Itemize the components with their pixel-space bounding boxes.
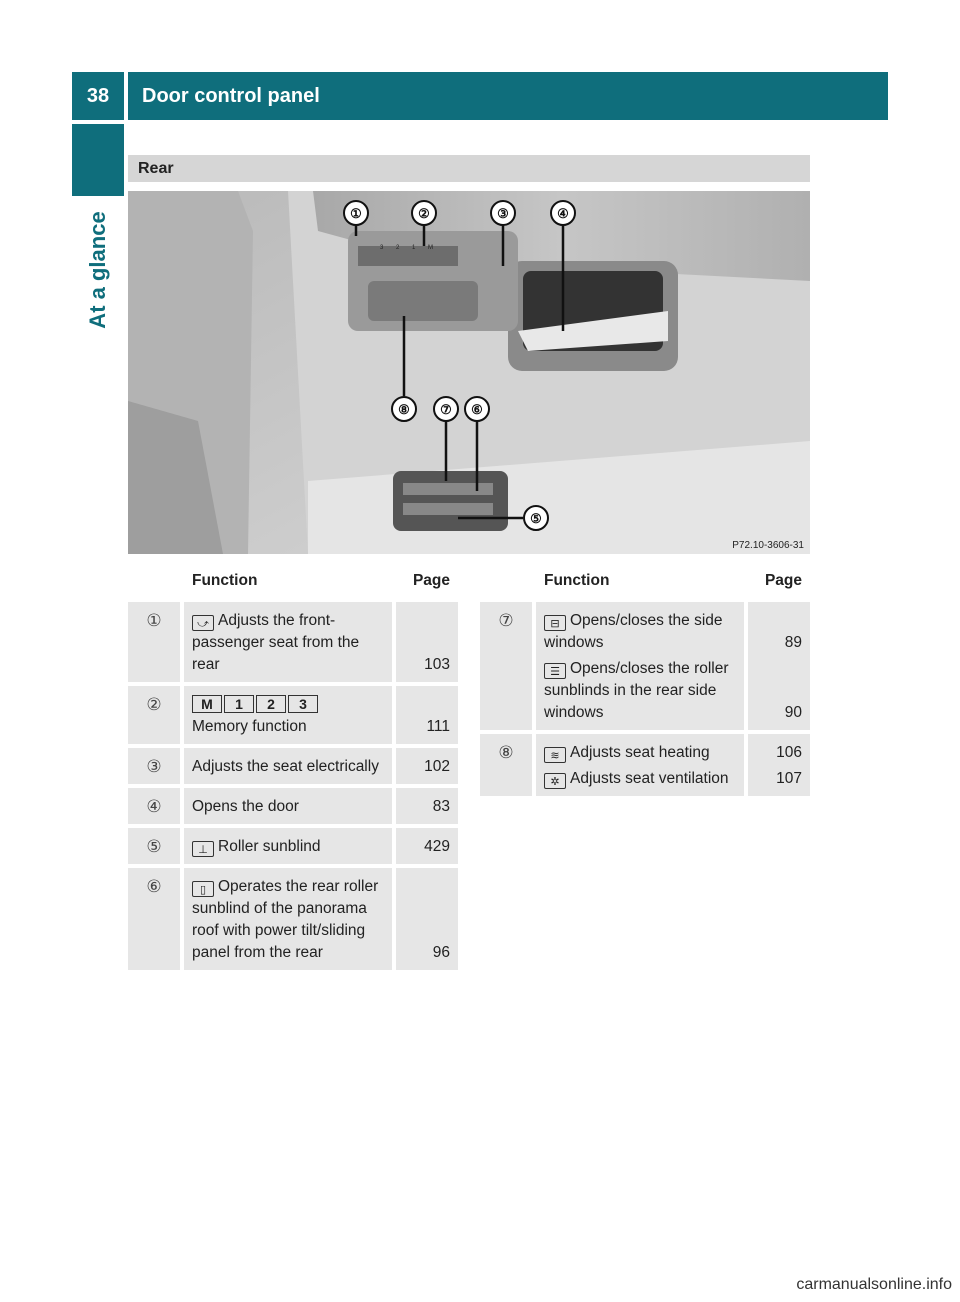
row-page: 96 [396, 868, 458, 974]
function-icon: ☰ [544, 663, 566, 679]
table-row [128, 788, 458, 828]
table-row [128, 602, 458, 686]
row-page: 103 [396, 602, 458, 686]
function-text: Opens/closes the side windows [544, 612, 723, 651]
function-text: Adjusts the seat electrically [192, 758, 379, 775]
function-text: Operates the rear roller sunblind of the panorama roof with power tilt/sliding panel from the rear [192, 878, 379, 961]
door-panel-illustration [128, 191, 810, 554]
function-item [544, 610, 736, 654]
table-header-function: Function [184, 564, 396, 602]
item-page: 107 [776, 770, 802, 787]
table-header-num [128, 564, 184, 602]
switch-label: 3 [380, 245, 384, 251]
table-header-page: Page [396, 564, 458, 602]
row-page: 429 [396, 828, 458, 868]
function-icon: ⊥ [192, 841, 214, 857]
table-row [128, 748, 458, 788]
function-icon: ≋ [544, 747, 566, 763]
row-function [184, 788, 396, 828]
photo-code: P72.10-3606-31 [732, 540, 804, 551]
table-row [128, 828, 458, 868]
row-function [184, 748, 396, 788]
row-number: ⑤ [128, 828, 184, 868]
table-row [128, 686, 458, 748]
function-text: Adjusts seat heating [570, 744, 710, 761]
row-number: ③ [128, 748, 184, 788]
item-page: 90 [784, 704, 802, 721]
item-page: 89 [784, 634, 802, 651]
function-text: Adjusts the front-passenger seat from the rear [192, 612, 360, 673]
item-page: 106 [776, 744, 802, 761]
callout-1: ① [350, 206, 362, 221]
row-page: 83 [396, 788, 458, 828]
table-header-row [480, 564, 810, 602]
callout-4: ④ [557, 206, 569, 221]
function-text: Opens the door [192, 798, 299, 815]
switch-label: 2 [396, 245, 400, 251]
row-number: ① [128, 602, 184, 686]
callout-6: ⑥ [471, 402, 483, 417]
function-text: Adjusts seat ventilation [570, 770, 729, 787]
row-page [748, 602, 810, 734]
function-icon: ⊟ [544, 615, 566, 631]
function-text: Memory function [192, 718, 307, 735]
memory-button-icon: 2 [256, 695, 286, 713]
memory-button-icon: 1 [224, 695, 254, 713]
table-header-page: Page [748, 564, 810, 602]
function-text: Opens/closes the roller sunblinds in the rear side windows [544, 660, 729, 721]
function-table-left [128, 564, 458, 974]
row-function [536, 734, 748, 800]
function-icon: ▯ [192, 881, 214, 897]
row-number: ⑦ [480, 602, 536, 734]
table-header-num [480, 564, 536, 602]
callout-3: ③ [497, 206, 509, 221]
side-chapter-label-text: At a glance [85, 211, 110, 329]
table-row [128, 868, 458, 974]
row-page [748, 734, 810, 800]
page-title: Door control panel [128, 72, 888, 120]
row-number: ④ [128, 788, 184, 828]
table-row [480, 602, 810, 734]
row-number: ⑥ [128, 868, 184, 974]
callout-2: ② [418, 206, 430, 221]
table-row [480, 734, 810, 800]
row-function [184, 868, 396, 974]
row-page: 111 [396, 686, 458, 748]
row-page: 102 [396, 748, 458, 788]
memory-button-icon: 3 [288, 695, 318, 713]
memory-button-icon: M [192, 695, 222, 713]
row-function [536, 602, 748, 734]
row-function [184, 686, 396, 748]
function-item [544, 658, 736, 724]
side-chapter-label [72, 200, 124, 340]
table-header-row [128, 564, 458, 602]
function-icon: ⤻ [192, 615, 214, 631]
table-header-function: Function [536, 564, 748, 602]
row-function [184, 828, 396, 868]
function-item [544, 768, 736, 790]
side-tab-marker [72, 124, 124, 196]
switch-label: 1 [412, 245, 416, 251]
function-table-right [480, 564, 810, 800]
function-icon: ✲ [544, 773, 566, 789]
row-number: ② [128, 686, 184, 748]
section-title: Rear [128, 155, 810, 182]
row-number: ⑧ [480, 734, 536, 800]
callout-8: ⑧ [398, 402, 410, 417]
callout-5: ⑤ [530, 511, 542, 526]
function-item [544, 742, 736, 764]
function-text: Roller sunblind [218, 838, 321, 855]
page-number: 38 [72, 72, 124, 120]
switch-label: M [428, 245, 433, 251]
callout-7: ⑦ [440, 402, 452, 417]
door-panel-photo [128, 191, 810, 554]
row-function [184, 602, 396, 686]
footer-watermark: carmanualsonline.info [796, 1276, 952, 1293]
